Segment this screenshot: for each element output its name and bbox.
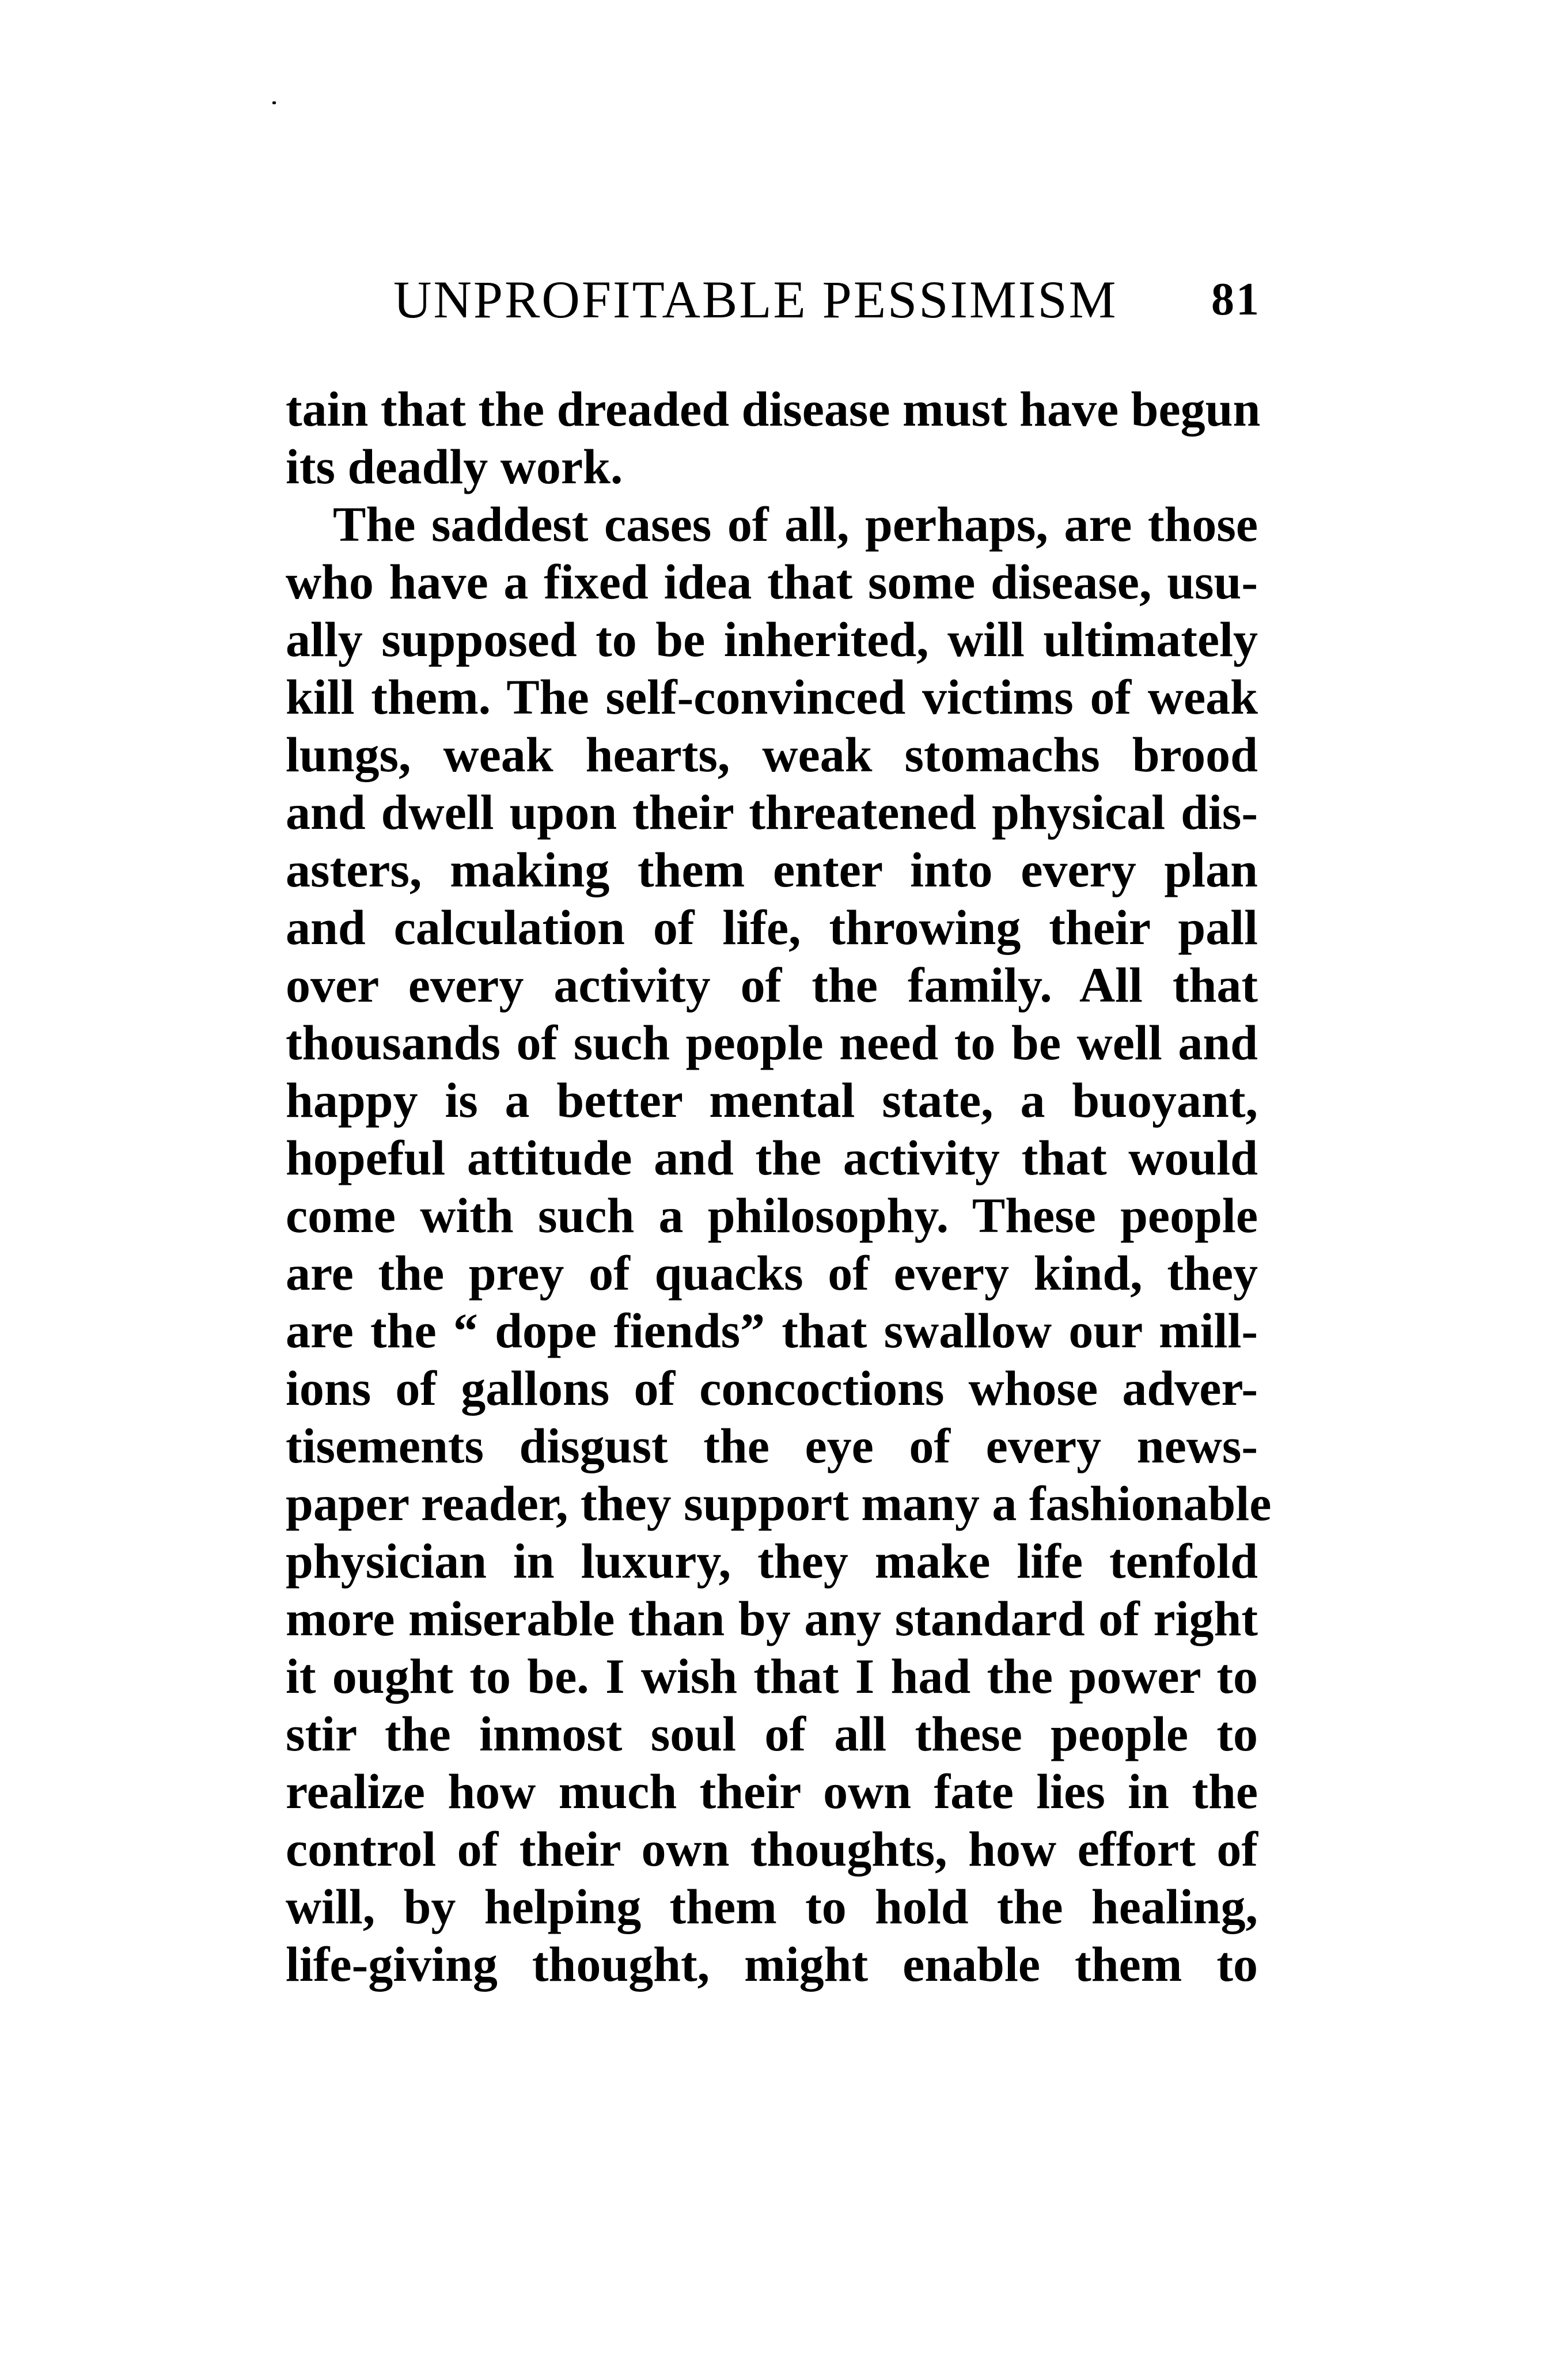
text-line: physician in luxury, they make life tenfold (286, 1533, 1258, 1589)
text-line: lungs, weak hearts, weak stomachs brood (286, 727, 1258, 782)
text-line: are the prey of quacks of every kind, they (286, 1245, 1258, 1301)
text-line: paper reader, they support many a fashionable (286, 1476, 1272, 1531)
text-line: stir the inmost soul of all these people to (286, 1706, 1258, 1761)
body-text (286, 380, 1272, 1993)
text-line: The saddest cases of all, perhaps, are those (333, 497, 1258, 552)
text-line: realize how much their own fate lies in the (286, 1764, 1258, 1819)
text-line: thousands of such people need to be well and (286, 1015, 1258, 1070)
text-line: kill them. The self-convinced victims of weak (286, 669, 1258, 725)
text-line: tain that the dreaded disease must have begun (286, 381, 1261, 437)
text-line: ally supposed to be inherited, will ultimately (286, 612, 1258, 667)
text-line: ions of gallons of concoctions whose adver- (286, 1360, 1258, 1416)
text-line: happy is a better mental state, a buoyant, (286, 1072, 1258, 1128)
text-line: over every activity of the family. All that (286, 957, 1258, 1013)
page-number: 81 (1211, 274, 1261, 325)
text-line: and dwell upon their threatened physical dis- (286, 785, 1258, 840)
text-line: it ought to be. I wish that I had the power to (286, 1648, 1258, 1704)
chapter-title: UNPROFITABLE PESSIMISM (393, 270, 1118, 329)
text-line: its deadly work. (286, 439, 623, 494)
text-line: asters, making them enter into every plan (286, 842, 1258, 897)
text-line: come with such a philosophy. These people (286, 1188, 1258, 1243)
text-line: hopeful attitude and the activity that would (286, 1130, 1258, 1185)
running-head (393, 270, 1261, 329)
scan-speck (272, 101, 276, 104)
text-line: more miserable than by any standard of right (286, 1591, 1258, 1646)
text-line: control of their own thoughts, how effort of (286, 1821, 1258, 1877)
text-line: tisements disgust the eye of every news- (286, 1418, 1258, 1473)
text-line: who have a fixed idea that some disease, usu- (286, 554, 1258, 609)
text-line: are the “ dope fiends” that swallow our mill- (286, 1303, 1258, 1358)
text-line: and calculation of life, throwing their pall (286, 900, 1258, 955)
text-line: life-giving thought, might enable them to (286, 1936, 1258, 1992)
text-line: will, by helping them to hold the healing, (286, 1879, 1258, 1934)
